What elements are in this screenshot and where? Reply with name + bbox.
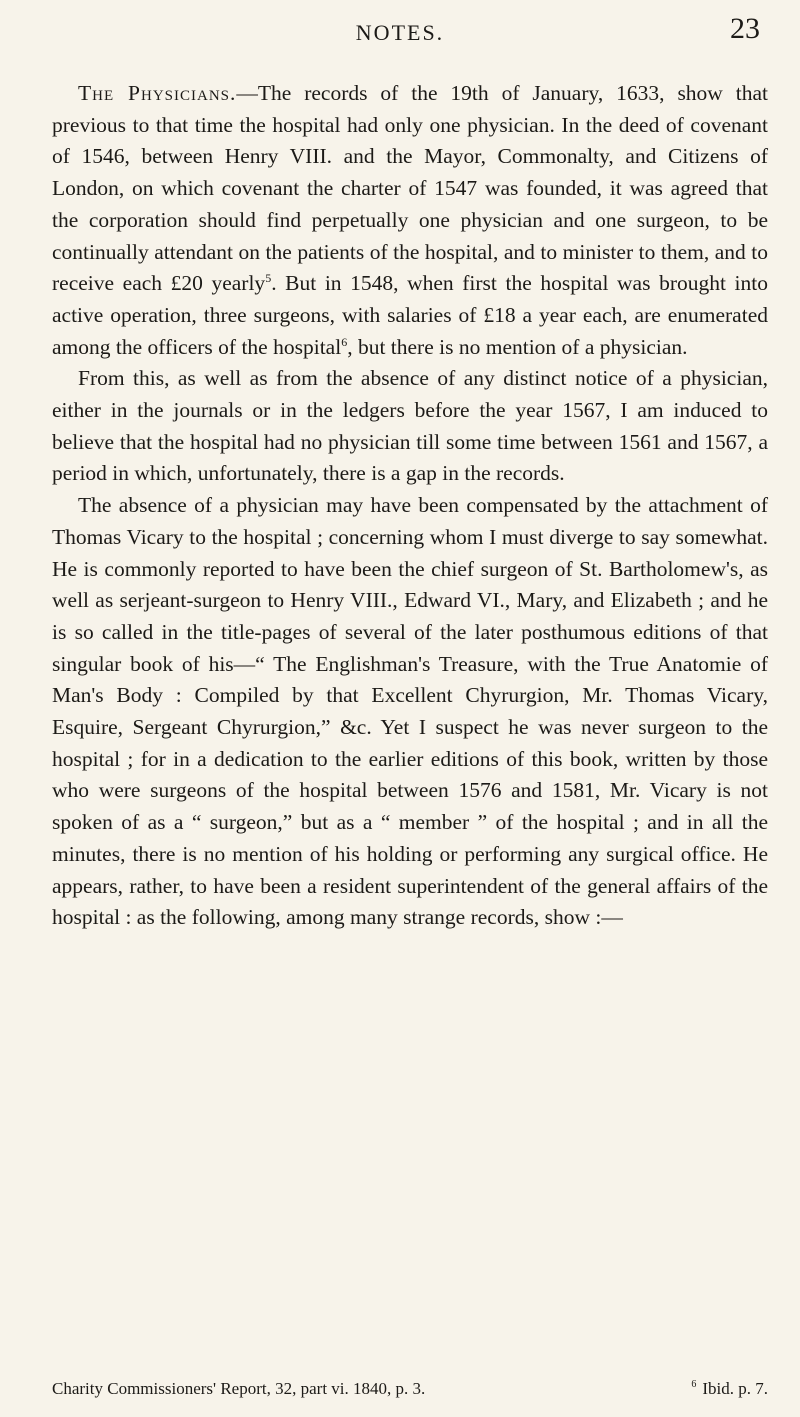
paragraph-text: . But in 1548, when first the hospital was brought into active operation, three surgeons, with salaries of £18 a year each, are enumerated among the officers of the hospital — [52, 271, 768, 359]
footnote-5: Charity Commissioners' Report, 32, part vi. 1840, p. 3. — [52, 1379, 426, 1398]
footnote-ref: 6 — [341, 334, 348, 349]
section-lead: The Physicians. — [78, 81, 237, 105]
paragraph-text: —The records of the 19th of January, 1633, show that previous to that time the hospital had only one physician. In the deed of covenant of 1546, between Henry VIII. and the Mayor, Commonalty, and Citizens of London, on which covenant the charter of 1547 was founded, it was agreed that the corporation should find perpetually one physician and one surgeon, to be continually attendant on the patients of the hospital, and to minister to them, and to receive each £20 yearly — [52, 81, 768, 296]
footnote-6-text: Ibid. p. 7. — [702, 1379, 768, 1398]
running-head — [40, 8, 760, 48]
paragraph-text: , but there is no mention of a physician. — [347, 334, 688, 359]
paragraph-absence: From this, as well as from the absence of any distinct notice of a physician, either in the journals or in the ledgers before the year 1567, I am induced to believe that the hospital had no physician till some time between 1561 and 1567, a period in which, unfortunately, there is a gap in the records. — [52, 366, 768, 486]
footnote-marker: 6 — [691, 1379, 697, 1391]
paragraph-physicians — [52, 78, 768, 363]
body-text — [52, 78, 768, 934]
paragraph-vicary: The absence of a physician may have been compensated by the attachment of Thomas Vicary to the hospital ; concerning whom I must diverge to say somewhat. He is commonly reported to have been the chief surgeon of St. Bartholomew's, as well as serjeant-surgeon to Henry VIII., Edward VI., Mary, and Elizabeth ; and he is so called in the title-pages of several of the later posthumous editions of that singular book of his—“ The Englishman's Treasure, with the True Anatomie of Man's Body : Compiled by that Excellent Chyrurgion, Mr. Thomas Vicary, Esquire, Sergeant Chyrurgion,” &c. Yet I suspect he was never surgeon to the hospital ; for in a dedication to the earlier editions of this book, written by those who were surgeons of the hospital between 1576 and 1581, Mr. Vicary is not spoken of as a “ surgeon,” but as a “ member ” of the hospital ; and in all the minutes, there is no mention of his holding or performing any surgical office. He appears, rather, to have been a resident superintendent of the general affairs of the hospital : as the following, among many strange records, show :— — [52, 493, 768, 930]
running-title: NOTES. — [355, 20, 445, 45]
page-number: 23 — [730, 12, 760, 45]
footnote-6 — [691, 1378, 768, 1400]
footnote-ref: 5 — [265, 271, 272, 286]
